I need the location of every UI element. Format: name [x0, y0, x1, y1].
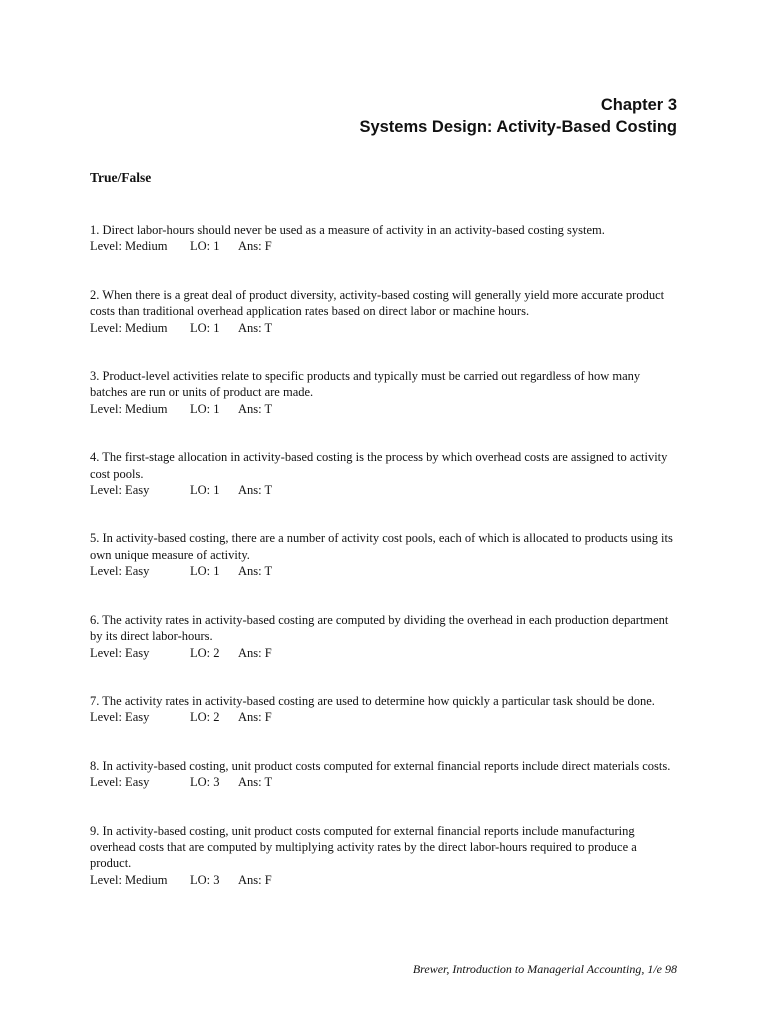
question-text: 9. In activity-based costing, unit product costs computed for external financial reports include manufacturing overhead costs that are computed by multiplying activity rates by the direct labor-hours required to produce a product.	[90, 823, 637, 871]
question-meta	[90, 645, 680, 661]
question-lo: LO: 2	[190, 645, 220, 660]
question-answer: Ans: F	[238, 239, 272, 254]
section-title: True/False	[90, 170, 152, 185]
question-level: Level: Easy	[90, 775, 150, 790]
question-level: Level: Medium	[90, 872, 168, 887]
question-meta	[90, 401, 680, 417]
question-answer: Ans: F	[238, 645, 272, 660]
chapter-number: Chapter 3	[600, 96, 677, 114]
question-meta	[90, 774, 680, 790]
question-lo: LO: 3	[190, 872, 220, 887]
question-answer: Ans: T	[238, 564, 273, 579]
question-lo: LO: 1	[190, 564, 220, 579]
question-level: Level: Medium	[90, 320, 168, 335]
question-list	[90, 222, 680, 920]
chapter-title: Systems Design: Activity-Based Costing	[359, 118, 677, 136]
question-answer: Ans: F	[238, 872, 272, 887]
question-item	[90, 758, 680, 791]
question-answer: Ans: T	[238, 320, 273, 335]
page-number: 98	[665, 962, 677, 976]
question-text: 6. The activity rates in activity-based costing are computed by dividing the overhead in each production department by its direct labor-hours.	[90, 612, 669, 644]
question-lo: LO: 1	[190, 239, 220, 254]
question-text: 5. In activity-based costing, there are a number of activity cost pools, each of which is allocated to products using its own unique measure of activity.	[90, 531, 673, 562]
question-answer: Ans: T	[238, 775, 273, 790]
question-text: 8. In activity-based costing, unit product costs computed for external financial reports include direct materials costs.	[90, 758, 671, 773]
question-item	[90, 693, 680, 726]
question-text: 1. Direct labor-hours should never be used as a measure of activity in an activity-based costing system.	[90, 223, 605, 237]
question-lo: LO: 2	[190, 710, 220, 725]
question-item	[90, 287, 680, 336]
question-lo: LO: 1	[190, 401, 220, 416]
question-meta	[90, 709, 680, 725]
question-item	[90, 612, 680, 661]
question-item	[90, 823, 680, 889]
question-lo: LO: 3	[190, 775, 220, 790]
question-lo: LO: 1	[190, 483, 220, 498]
question-item	[90, 449, 680, 498]
question-lo: LO: 1	[190, 320, 220, 335]
question-level: Level: Medium	[90, 239, 168, 254]
question-text: 3. Product-level activities relate to specific products and typically must be carried out regardless of how many batches are run or units of product are made.	[90, 369, 641, 400]
question-answer: Ans: T	[238, 401, 273, 416]
question-item	[90, 368, 680, 417]
question-text: 2. When there is a great deal of product diversity, activity-based costing will generally yield more accurate product costs than traditional overhead application rates based on direct labor or machine hours.	[90, 287, 665, 319]
question-level: Level: Easy	[90, 710, 150, 725]
question-text: 4. The first-stage allocation in activity-based costing is the process by which overhead costs are assigned to activity cost pools.	[90, 450, 668, 481]
question-level: Level: Medium	[90, 401, 168, 416]
question-item	[90, 530, 680, 579]
question-meta	[90, 872, 680, 888]
question-level: Level: Easy	[90, 645, 150, 660]
question-answer: Ans: T	[238, 483, 273, 498]
question-meta	[90, 482, 680, 498]
page-footer	[413, 962, 677, 977]
question-level: Level: Easy	[90, 483, 150, 498]
chapter-header	[359, 94, 677, 138]
question-answer: Ans: F	[238, 710, 272, 725]
question-text: 7. The activity rates in activity-based costing are used to determine how quickly a particular task should be done.	[90, 693, 655, 708]
question-item	[90, 222, 680, 255]
question-meta	[90, 238, 680, 254]
question-meta	[90, 563, 680, 579]
question-meta	[90, 320, 680, 336]
footer-citation: Brewer, Introduction to Managerial Accounting, 1/e	[412, 962, 662, 976]
question-level: Level: Easy	[90, 564, 150, 579]
